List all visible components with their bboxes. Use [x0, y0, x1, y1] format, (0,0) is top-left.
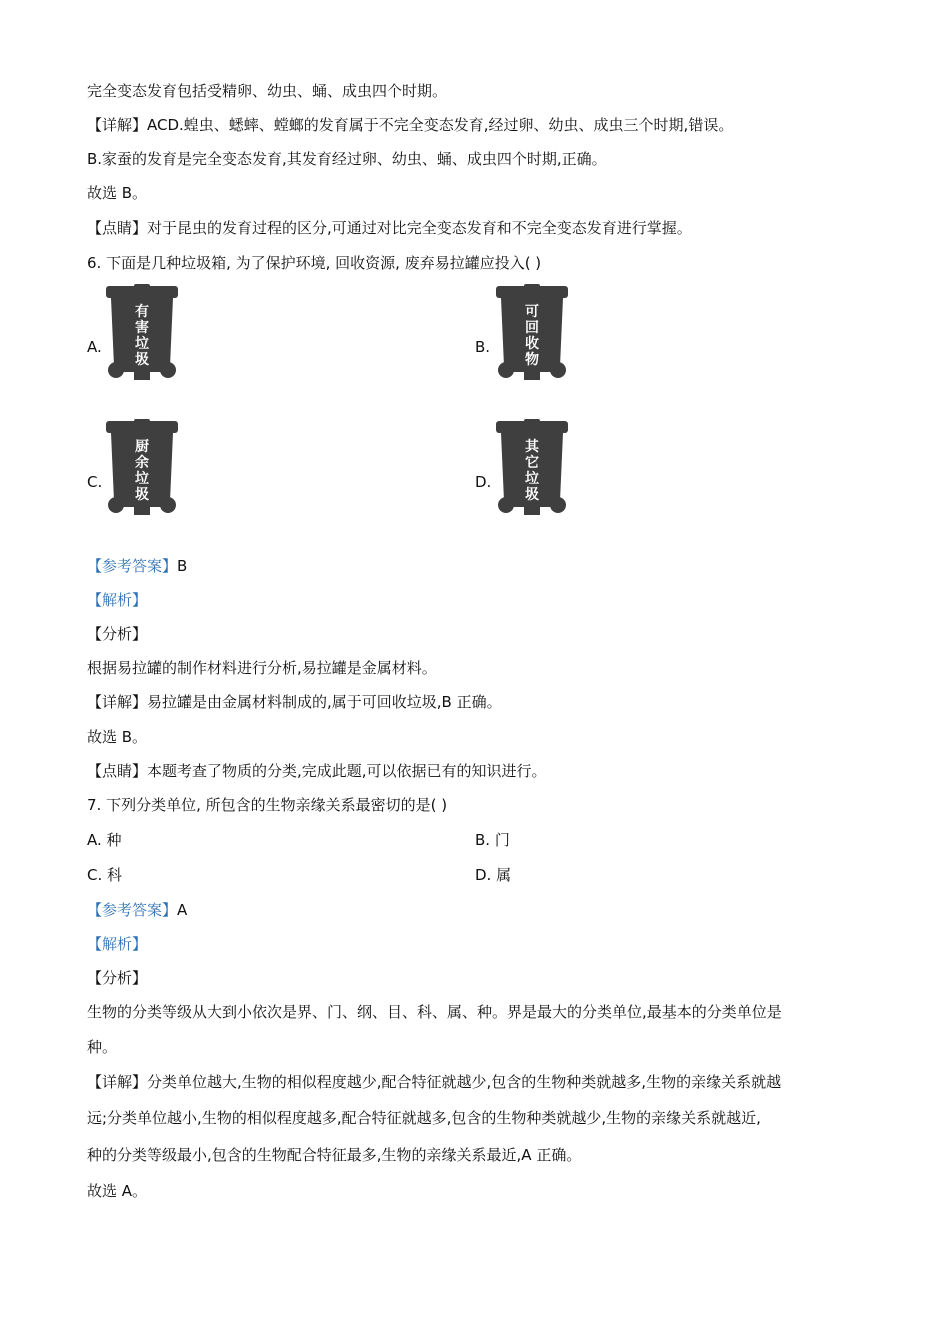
answer-value: B [177, 557, 188, 575]
option-a: A. 种 [87, 831, 122, 849]
text-line: 故选 A。 [87, 1182, 148, 1200]
question-6: 6. 下面是几种垃圾箱, 为了保护环境, 回收资源, 废弃易拉罐应投入( ) [87, 254, 542, 272]
trash-bin-icon [104, 419, 180, 519]
bin-char: 垃 [525, 471, 539, 487]
option-c-letter: C. [87, 473, 103, 491]
text-line: 【分析】 [87, 969, 148, 987]
bin-char: 圾 [135, 487, 149, 503]
text-line: 故选 B。 [87, 184, 148, 202]
text-line: 根据易拉罐的制作材料进行分析,易拉罐是金属材料。 [87, 659, 437, 677]
answer-label: 【参考答案】 [87, 901, 178, 919]
option-a-letter: A. [87, 338, 102, 356]
text-line: 【点睛】对于昆虫的发育过程的区分,可通过对比完全变态发育和不完全变态发育进行掌握。 [87, 219, 692, 237]
bin-char: 圾 [525, 487, 539, 503]
trash-bin-icon [494, 284, 570, 384]
text-line: 【详解】ACD.蝗虫、蟋蟀、螳螂的发育属于不完全变态发育,经过卵、幼虫、成虫三个时期,错误。 [87, 116, 734, 134]
text-line: 生物的分类等级从大到小依次是界、门、纲、目、科、属、种。界是最大的分类单位,最基本的分类单位是 [87, 1003, 782, 1021]
bin-char: 它 [525, 455, 539, 471]
answer-value: A [177, 901, 188, 919]
text-line: 种。 [87, 1038, 118, 1056]
bin-other-waste-image [494, 419, 570, 523]
bin-char: 垃 [135, 471, 149, 487]
answer-6 [87, 556, 187, 576]
option-b: B. 门 [475, 831, 510, 849]
bin-recyclable-image [494, 284, 570, 388]
bin-char: 圾 [135, 352, 149, 368]
bin-char: 收 [525, 336, 539, 352]
bin-char: 余 [135, 455, 149, 471]
bin-char: 回 [525, 320, 539, 336]
text-line: 【点睛】本题考查了物质的分类,完成此题,可以依据已有的知识进行。 [87, 762, 547, 780]
option-c: C. 科 [87, 866, 123, 884]
text-line: 【详解】分类单位越大,生物的相似程度越少,配合特征就越少,包含的生物种类就越多,生物的亲缘关系就越 [87, 1073, 782, 1091]
text-line: 【分析】 [87, 625, 148, 643]
text-line: B.家蚕的发育是完全变态发育,其发育经过卵、幼虫、蛹、成虫四个时期,正确。 [87, 150, 607, 168]
analysis-heading: 【解析】 [87, 935, 148, 953]
text-line: 故选 B。 [87, 728, 148, 746]
bin-char: 可 [525, 304, 539, 320]
bin-char: 厨 [135, 439, 149, 455]
trash-bin-icon [104, 284, 180, 384]
bin-char: 害 [135, 320, 149, 336]
bin-char: 有 [135, 304, 149, 320]
bin-char: 垃 [135, 336, 149, 352]
text-line: 【详解】易拉罐是由金属材料制成的,属于可回收垃圾,B 正确。 [87, 693, 502, 711]
text-line: 远;分类单位越小,生物的相似程度越多,配合特征就越多,包含的生物种类就越少,生物的亲缘关系就越近, [87, 1109, 761, 1127]
bin-hazardous-image [104, 284, 180, 388]
bin-kitchen-waste-image [104, 419, 180, 523]
bin-char: 其 [525, 439, 539, 455]
question-7: 7. 下列分类单位, 所包含的生物亲缘关系最密切的是( ) [87, 796, 448, 814]
answer-label: 【参考答案】 [87, 557, 178, 575]
bin-char: 物 [525, 352, 539, 368]
text-line: 完全变态发育包括受精卵、幼虫、蛹、成虫四个时期。 [87, 82, 448, 100]
text-line: 种的分类等级最小,包含的生物配合特征最多,生物的亲缘关系最近,A 正确。 [87, 1146, 582, 1164]
analysis-heading: 【解析】 [87, 591, 148, 609]
option-b-letter: B. [475, 338, 491, 356]
trash-bin-icon [494, 419, 570, 519]
option-d: D. 属 [475, 866, 512, 884]
option-d-letter: D. [475, 473, 492, 491]
answer-7 [87, 900, 187, 920]
